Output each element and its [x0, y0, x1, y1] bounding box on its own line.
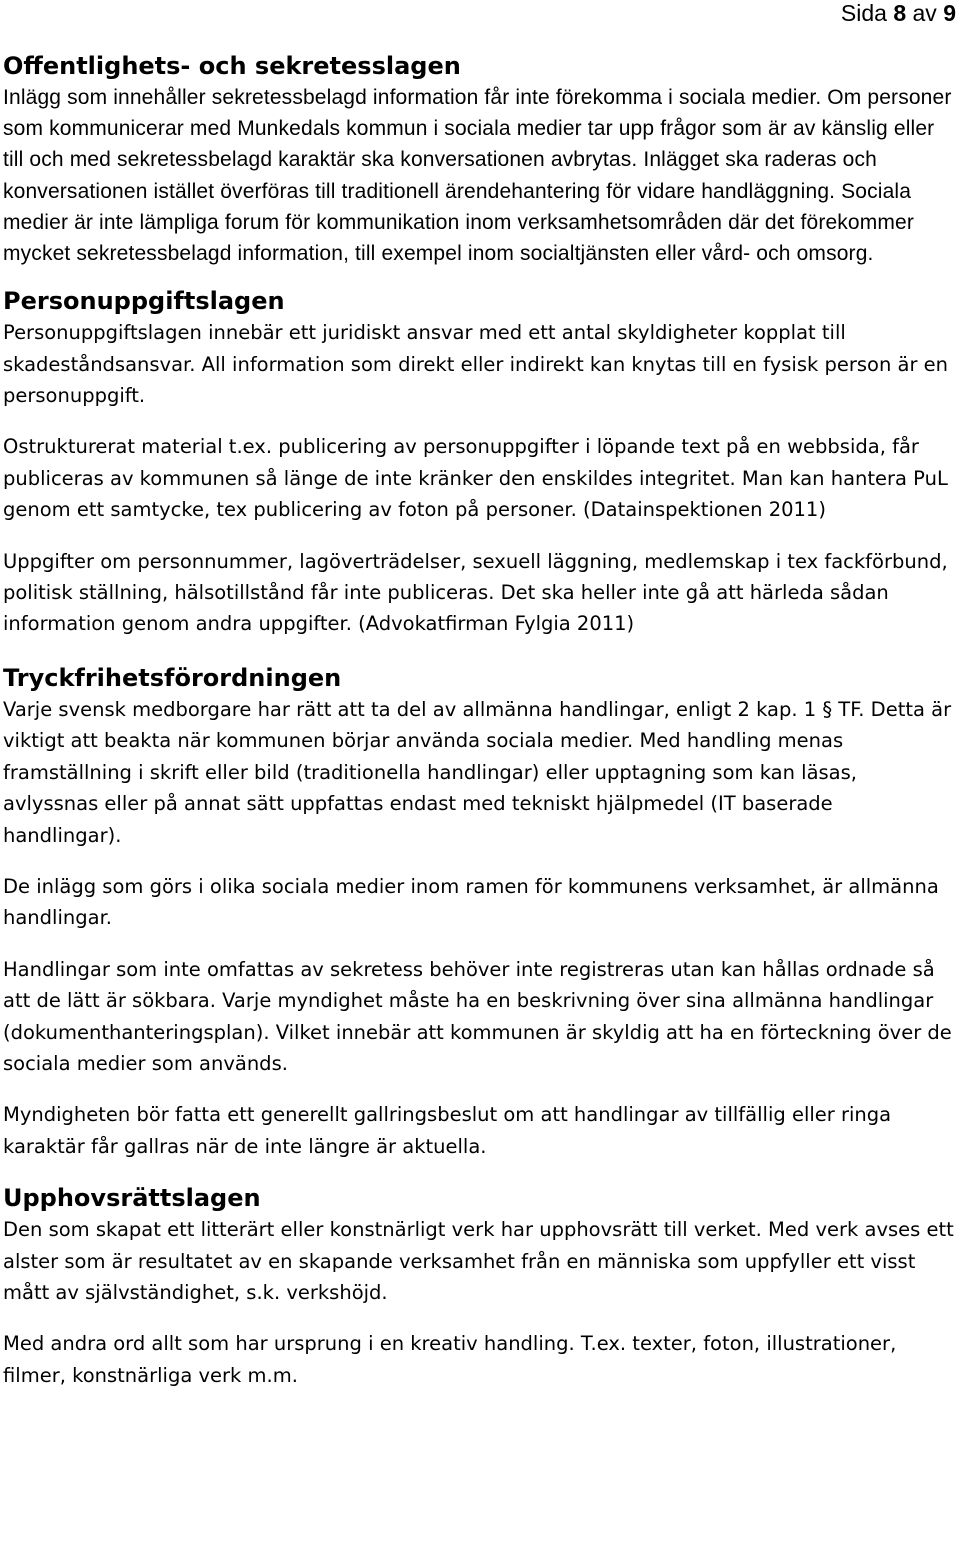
- paragraph-tryckfrihet-3: Handlingar som inte omfattas av sekretess behöver inte registreras utan kan hållas ordnade så att de lätt är sökbara. Varje myndighet måste ha en beskrivning över sina allmänna handlingar (dokumenthanteringsplan). Vilket innebär att kommunen är skyldig att ha en förteckning över de sociala medier som används.: [3, 957, 952, 1075]
- paragraph-personuppgift-1: Personuppgiftslagen innebär ett juridiskt ansvar med ett antal skyldigheter kopplat till skadeståndsansvar. All information som direkt eller indirekt kan knytas till en fysisk person är en personuppgift.: [3, 321, 949, 408]
- heading-offentlighet: Offentlighets- och sekretesslagen: [3, 52, 461, 80]
- paragraph-tryckfrihet-2: De inlägg som görs i olika sociala medier inom ramen för kommunens verksamhet, är allmänna handlingar.: [3, 874, 939, 930]
- paragraph-tryckfrihet-4: Myndigheten bör fatta ett generellt gallringsbeslut om att handlingar av tillfällig eller ringa karaktär får gallras när de inte längre är aktuella.: [3, 1103, 892, 1158]
- page-label-prefix: Sida: [840, 0, 887, 26]
- paragraph-upphovsratt-1: Den som skapat ett litterärt eller konstnärligt verk har upphovsrätt till verket. Med verk avses ett alster som är resultatet av en skapande verksamhet från en människa som uppfyller ett visst mått av självständighet, s.k. verkshöjd.: [3, 1218, 954, 1304]
- section-tryckfrihet: [3, 662, 955, 1162]
- paragraph-tryckfrihet-1: Varje svensk medborgare har rätt att ta del av allmänna handlingar, enligt 2 kap. 1 § TF. Detta är viktigt att beakta när kommunen börjar använda sociala medier. Med handling menas framställning i skrift eller bild (traditionella handlingar) eller upptagning som kan läsas, avlyssnas eller på annat sätt uppfattas endast med tekniskt hjälpmedel (IT baserade handlingar).: [3, 697, 952, 847]
- paragraph-offentlighet: [3, 82, 955, 269]
- paragraph-offentlighet-part2: Sociala medier är inte lämpliga forum för kommunikation inom verksamhetsområden där det förekommer mycket sekretessbelagd information, till exempel inom socialtjänsten eller vård- och omsorg.: [3, 179, 915, 266]
- paragraph-personuppgift-2: Ostrukturerat material t.ex. publicering av personuppgifter i löpande text på en webbsida, får publiceras av kommunen så länge de inte kränker den enskildes integritet. Man kan hantera PuL genom ett samtycke, tex publicering av foton på personer. (Datainspektionen 2011): [3, 435, 948, 522]
- page-label-mid: av: [912, 0, 937, 26]
- heading-upphovsratt: Upphovsrättslagen: [3, 1184, 261, 1213]
- paragraph-upphovsratt-2: Med andra ord allt som har ursprung i en kreativ handling. T.ex. texter, foton, illustrationer, filmer, konstnärliga verk m.m.: [3, 1332, 897, 1387]
- section-personuppgift: [3, 285, 955, 640]
- section-offentlighet: [3, 50, 955, 269]
- section-upphovsratt: [3, 1182, 955, 1391]
- paragraph-offentlighet-part1: Inlägg som innehåller sekretessbelagd information får inte förekomma i sociala medier. Om personer som kommunicerar med Munkedals kommun i sociala medier tar upp frågor som är av känslig eller till och med sekretessbelagd karaktär ska konversationen avbrytas. Inlägget ska raderas och konversationen istället överföras till traditionell ärendehantering för vidare handläggning.: [3, 86, 952, 203]
- heading-personuppgift: Personuppgiftslagen: [3, 287, 285, 316]
- page-total: 9: [943, 0, 956, 26]
- paragraph-personuppgift-3: Uppgifter om personnummer, lagöverträdelser, sexuell läggning, medlemskap i tex fackförbund, politisk ställning, hälsotillstånd får inte publiceras. Det ska heller inte gå att härleda sådan information genom andra uppgifter. (Advokatfirman Fylgia 2011): [3, 549, 948, 636]
- document-body: [3, 50, 955, 1391]
- heading-tryckfrihet: Tryckfrihetsförordningen: [3, 663, 342, 692]
- page-current: 8: [893, 0, 907, 26]
- page-number: [841, 0, 956, 26]
